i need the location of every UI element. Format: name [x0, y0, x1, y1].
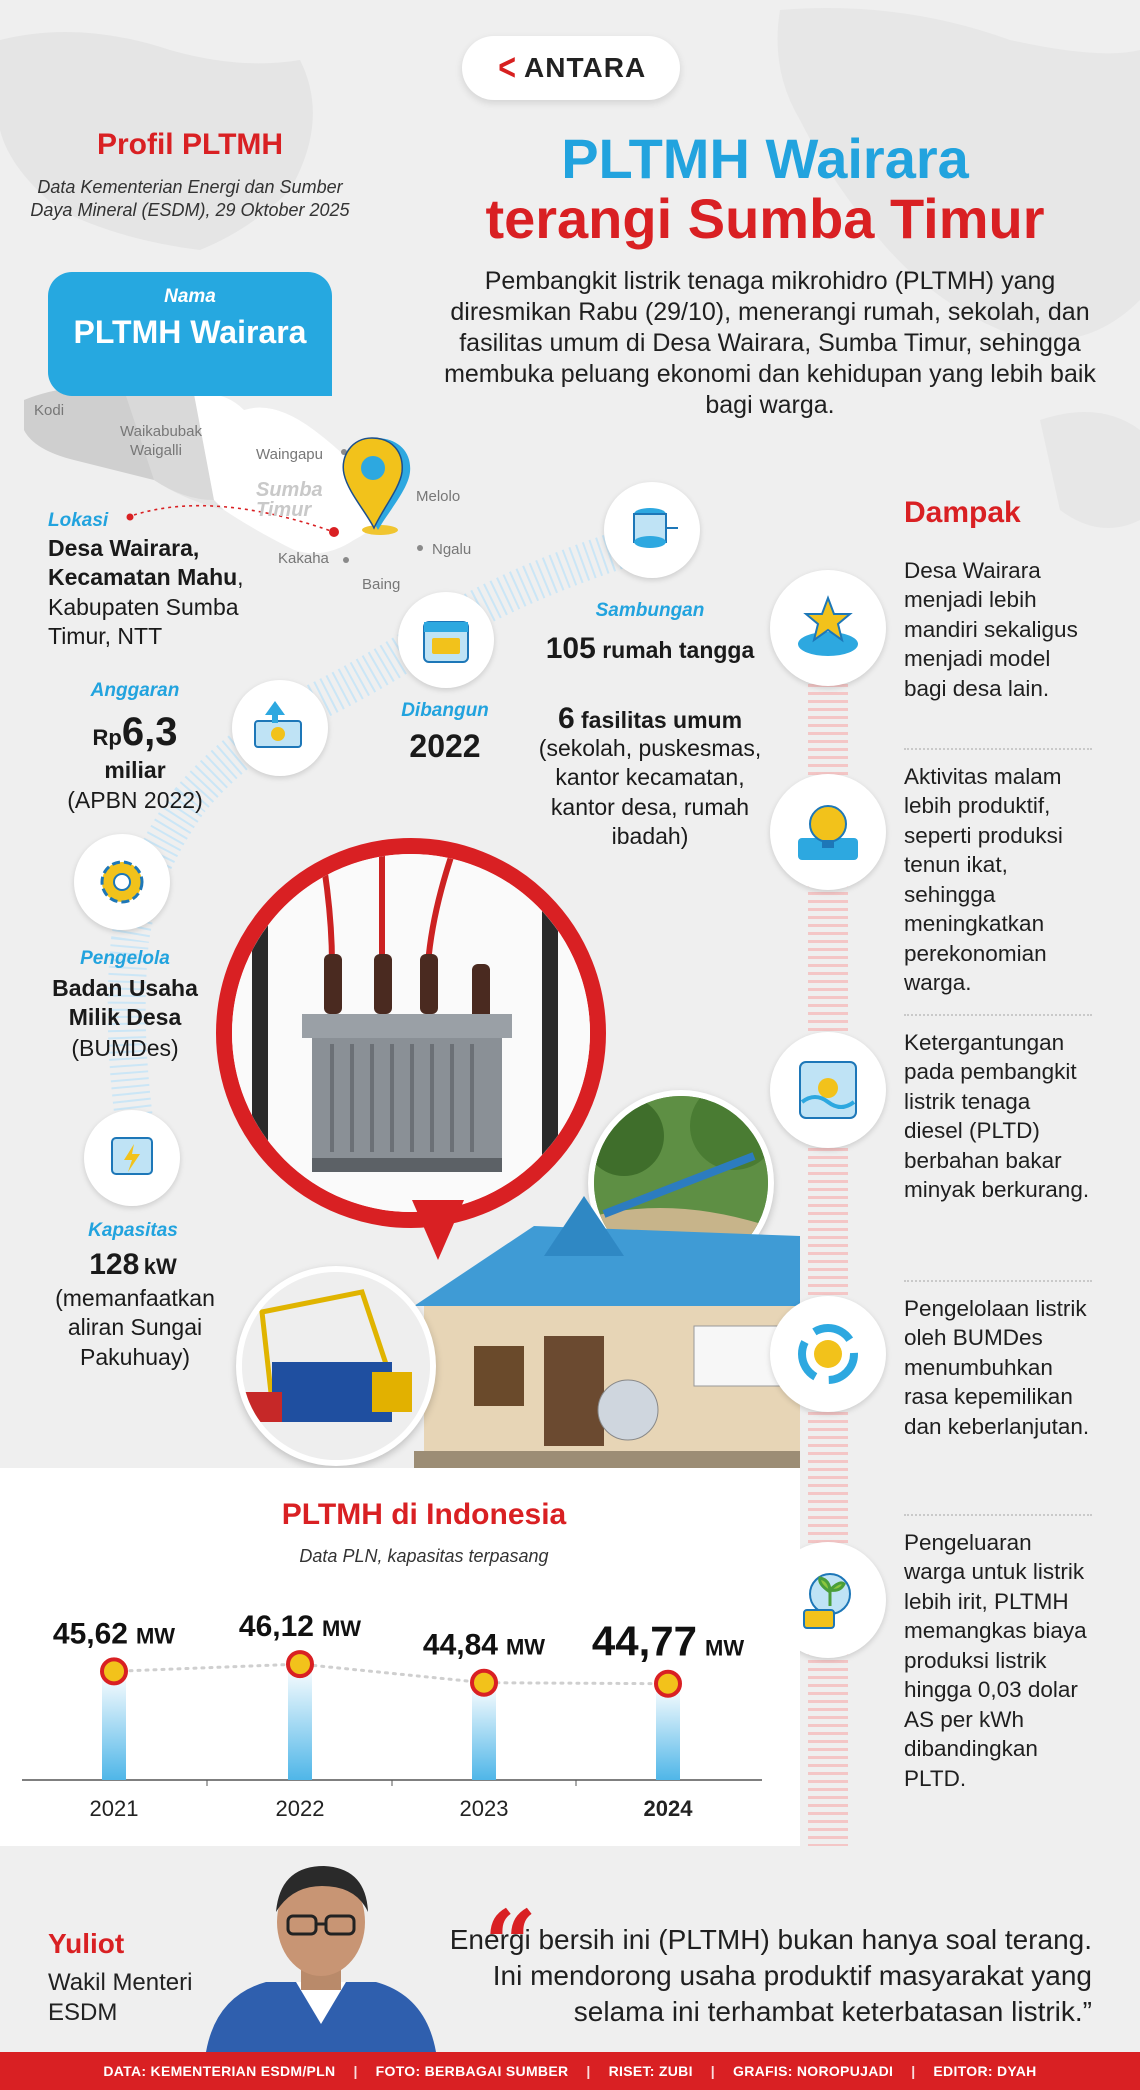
bulb-icon — [770, 774, 886, 890]
sambungan-fasilitas-text: fasilitas umum — [581, 707, 743, 733]
power-icon — [84, 1110, 180, 1206]
map-region-label — [256, 480, 323, 520]
antara-logo-text: ANTARA — [524, 52, 647, 83]
chart-x-label-2022: 2022 — [275, 1796, 325, 1821]
chart-bar-2024 — [656, 1684, 680, 1780]
sambungan-rumah-num: 105 — [545, 632, 596, 665]
profil-title: Profil PLTMH — [96, 128, 284, 161]
chart-point-2021 — [102, 1659, 126, 1683]
antara-logo — [462, 36, 680, 100]
dibangun-label: Dibangun — [401, 700, 489, 721]
map-label-melolo: Melolo — [416, 488, 461, 505]
hand-star-icon — [770, 570, 886, 686]
antara-logo-icon: < — [498, 46, 516, 89]
chart-subtitle: Data PLN, kapasitas terpasang — [299, 1546, 549, 1566]
dampak-divider — [904, 748, 1092, 750]
credit-separator: | — [710, 2063, 716, 2079]
map-label-baing: Baing — [362, 576, 401, 593]
map-label-kodi: Kodi — [34, 402, 65, 419]
anggaran-prefix: Rp — [92, 725, 122, 750]
chart-point-2023 — [472, 1671, 496, 1695]
credit-riset: RISET: ZUBI — [608, 2063, 693, 2079]
chart-x-label-2024: 2024 — [643, 1796, 693, 1821]
kapasitas-label: Kapasitas — [88, 1220, 178, 1241]
chart-point-2024 — [656, 1672, 680, 1696]
profil-source: Data Kementerian Energi dan Sumber Daya Mineral (ESDM), 29 Oktober 2025 — [30, 177, 350, 221]
map-region-line2: Timur — [256, 499, 312, 521]
sambungan-rumah-text: rumah tangga — [602, 637, 755, 663]
quote-text: Energi bersih ini (PLTMH) bukan hanya soal terang. Ini mendorong usaha produktif masyarakat yang selama ini terhambat keterbatasan listrik.” — [449, 1924, 1092, 2027]
credit-separator: | — [586, 2063, 591, 2079]
dampak-divider — [904, 1014, 1092, 1016]
map-label-waingapu: Waingapu — [256, 446, 323, 463]
sambungan-fasilitas — [536, 700, 764, 738]
sambungan-fasilitas-note: (sekolah, puskesmas, kantor kecamatan, kantor desa, rumah ibadah) — [538, 735, 762, 850]
nama-label: Nama — [164, 286, 216, 307]
chart-x-label-2021: 2021 — [89, 1796, 139, 1821]
chart-data-label-2024: 44,77 MW — [591, 1617, 745, 1665]
wave-icon — [770, 1032, 886, 1148]
credit-grafis: GRAFIS: NOROPUJADI — [733, 2063, 894, 2079]
credit-foto: FOTO: BERBAGAI SUMBER — [375, 2063, 569, 2079]
credits-footer — [0, 2052, 1140, 2090]
pengelola-label: Pengelola — [80, 948, 170, 969]
credit-separator: | — [911, 2063, 916, 2079]
anggaran-value: 6,3 — [121, 710, 178, 754]
kapasitas-unit: kW — [143, 1254, 177, 1279]
nama-value: PLTMH Wairara — [73, 314, 307, 350]
chart-bar-2022 — [288, 1664, 312, 1780]
page-title-line2: terangi Sumba Timur — [485, 187, 1045, 250]
chart-x-label-2023: 2023 — [459, 1796, 509, 1821]
capacity-chart — [0, 1580, 800, 1840]
speaker-role: Wakil Menteri ESDM — [48, 1969, 193, 2026]
dampak-divider — [904, 1280, 1092, 1282]
kapasitas-note: (memanfaatkan aliran Sungai Pakuhuay) — [55, 1285, 215, 1370]
chart-data-label-2022: 46,12 MW — [238, 1610, 362, 1644]
chart-data-label-2021: 45,62 MW — [52, 1617, 176, 1651]
speaker-name: Yuliot — [48, 1928, 125, 1959]
chart-trend-line — [114, 1664, 668, 1684]
map-label-kakaha: Kakaha — [278, 550, 329, 567]
kapasitas-value: 128 — [89, 1248, 140, 1281]
anggaran-amount — [40, 710, 230, 755]
pengelola-note: (BUMDes) — [71, 1035, 179, 1061]
dampak-item: Pengeluaran warga untuk listrik lebih irit, PLTMH memangkas biaya produksi listrik hingga 0,03 dolar AS per kWh dibandingkan PLTD. — [904, 1530, 1087, 1791]
sambungan-label: Sambungan — [595, 600, 705, 621]
dampak-title: Dampak — [904, 496, 1021, 529]
dampak-item: Desa Wairara menjadi lebih mandiri sekaligus menjadi model bagi desa lain. — [904, 558, 1078, 701]
page-title-line1: PLTMH Wairara — [561, 127, 969, 190]
map-region-line1: Sumba — [256, 479, 323, 501]
powerhouse-photo — [414, 1196, 800, 1468]
transformer-illustration — [216, 838, 606, 1228]
chart-title: PLTMH di Indonesia — [281, 1498, 567, 1531]
credit-editor: EDITOR: DYAH — [933, 2063, 1037, 2079]
chart-bar-2023 — [472, 1683, 496, 1780]
dampak-item: Pengelolaan listrik oleh BUMDes menumbuhkan rasa kepemilikan dan keberlanjutan. — [904, 1296, 1090, 1439]
dibangun-value: 2022 — [409, 728, 481, 764]
turbine-photo — [236, 1266, 436, 1466]
intro-paragraph: Pembangkit listrik tenaga mikrohidro (PLTMH) yang diresmikan Rabu (29/10), menerangi rumah, sekolah, dan fasilitas umum di Desa Wairara, Sumba Timur, sehingga membuka peluang ekonomi dan kehidupan yang lebih baik bagi warga. — [444, 267, 1096, 419]
dampak-divider — [904, 1514, 1092, 1516]
lokasi-bold: Desa Wairara, Kecamatan Mahu — [48, 535, 238, 591]
lokasi-rest: , Kabupaten Sumba Timur, NTT — [48, 564, 244, 650]
recycle-icon — [770, 1296, 886, 1412]
map-label-waikabubak: Waikabubak — [120, 423, 202, 440]
quote-mark-icon: “ — [484, 1890, 529, 1998]
server-icon — [604, 482, 700, 578]
lokasi-value — [48, 534, 278, 652]
sambungan-rumah — [536, 630, 764, 668]
money-icon — [232, 680, 328, 776]
calendar-icon — [398, 592, 494, 688]
gear-icon — [74, 834, 170, 930]
dampak-item: Aktivitas malam lebih produktif, seperti produksi tenun ikat, sehingga meningkatkan perekonomian warga. — [904, 764, 1063, 996]
pengelola-value: Badan Usaha Milik Desa — [52, 975, 198, 1031]
anggaran-label: Anggaran — [90, 680, 180, 701]
anggaran-note: (APBN 2022) — [67, 787, 203, 813]
dampak-item: Ketergantungan pada pembangkit listrik tenaga diesel (PLTD) berbahan bakar minyak berkurang. — [904, 1030, 1090, 1203]
kapasitas-amount — [20, 1248, 246, 1282]
credit-separator: | — [353, 2063, 358, 2079]
map-label-waigalli: Waigalli — [130, 442, 182, 459]
anggaran-unit: miliar — [104, 757, 166, 783]
chart-bar-2021 — [102, 1671, 126, 1780]
credit-data: DATA: KEMENTERIAN ESDM/PLN — [103, 2063, 336, 2079]
lokasi-label: Lokasi — [48, 510, 109, 531]
chart-point-2022 — [288, 1652, 312, 1676]
chart-data-label-2023: 44,84 MW — [422, 1628, 546, 1662]
map-label-ngalu: Ngalu — [432, 541, 472, 558]
sambungan-fasilitas-num: 6 — [557, 702, 575, 735]
